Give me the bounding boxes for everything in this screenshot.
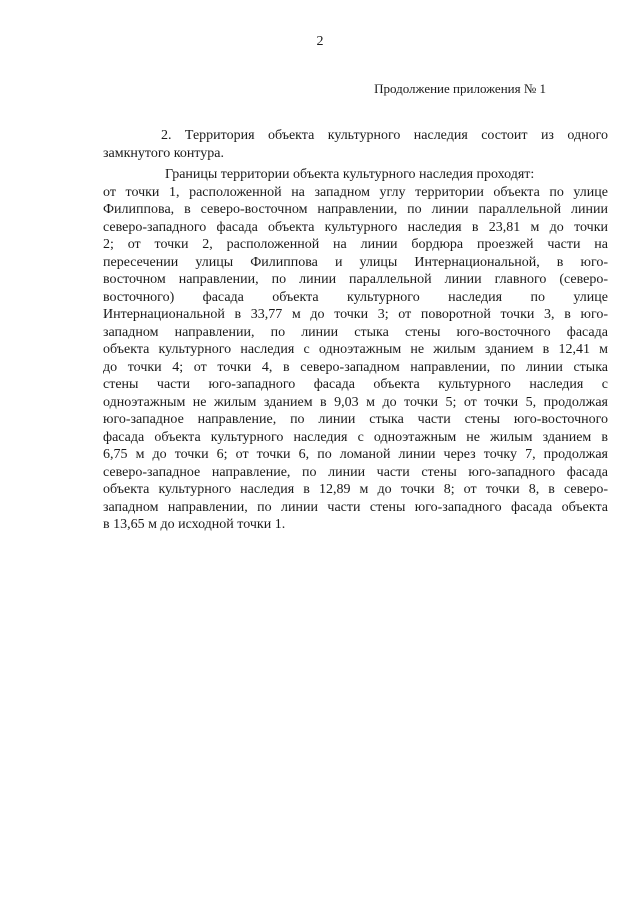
paragraph-line: одноэтажным не жилым зданием в 9,03 м до точки 5; от точки 5, продолжая — [103, 394, 608, 410]
paragraph-line: объекта культурного наследия в 12,89 м до точки 8; от точки 8, в северо- — [103, 482, 608, 497]
paragraph-line: западном направлении, по линии стыка стены юго-восточного фасада — [103, 324, 608, 340]
paragraph-line: западном направлении, по линии части стены юго-западного фасада объекта — [103, 499, 608, 515]
paragraph-line: 2; от точки 2, расположенной на линии бордюра проезжей части на — [103, 237, 608, 252]
paragraph-territory — [103, 127, 608, 162]
page-number: 2 — [316, 34, 324, 49]
paragraph-line: 2. Территория объекта культурного наследия состоит из одного — [161, 128, 608, 143]
paragraph-line: фасада объекта культурного наследия с одноэтажным не жилым зданием в — [103, 429, 608, 445]
paragraph-boundaries — [103, 166, 608, 534]
paragraph-line: стены части юго-западного фасада объекта культурного наследия с — [103, 377, 608, 392]
paragraph-line: Интернациональной в 33,77 м до точки 3; от поворотной точки 3, в юго- — [103, 307, 608, 322]
paragraph-line: 6,75 м до точки 6; от точки 6, по ломаной линии через точку 7, продолжая — [103, 447, 608, 462]
paragraph-line: Филиппова, в северо-восточном направлении, по линии параллельной линии — [103, 202, 608, 217]
appendix-continuation-note: Продолжение приложения № 1 — [374, 81, 546, 96]
paragraph-line: северо-западное направление, по линии части стены юго-западного фасада — [103, 464, 608, 480]
paragraph-line: восточном направлении, по линии параллельной линии главного (северо- — [103, 272, 608, 287]
paragraph-line: до точки 4; от точки 4, в северо-западном направлении, по линии стыка — [103, 359, 608, 375]
paragraph-line: объекта культурного наследия с одноэтажным не жилым зданием в 12,41 м — [103, 342, 608, 357]
paragraph-line: замкнутого контура. — [103, 145, 224, 161]
paragraph-line: юго-западное направление, по линии стыка части стены юго-восточного — [103, 412, 608, 427]
paragraph-line: в 13,65 м до исходной точки 1. — [103, 517, 286, 532]
paragraph-line: от точки 1, расположенной на западном углу территории объекта по улице — [103, 184, 608, 200]
paragraph-line: пересечении улицы Филиппова и улицы Интернациональной, в юго- — [103, 254, 608, 270]
paragraph-line: восточного) фасада объекта культурного наследия по улице — [103, 289, 608, 305]
paragraph-line: северо-западного фасада объекта культурного наследия в 23,81 м до точки — [103, 219, 608, 235]
paragraph-line: Границы территории объекта культурного наследия проходят: — [165, 167, 535, 182]
